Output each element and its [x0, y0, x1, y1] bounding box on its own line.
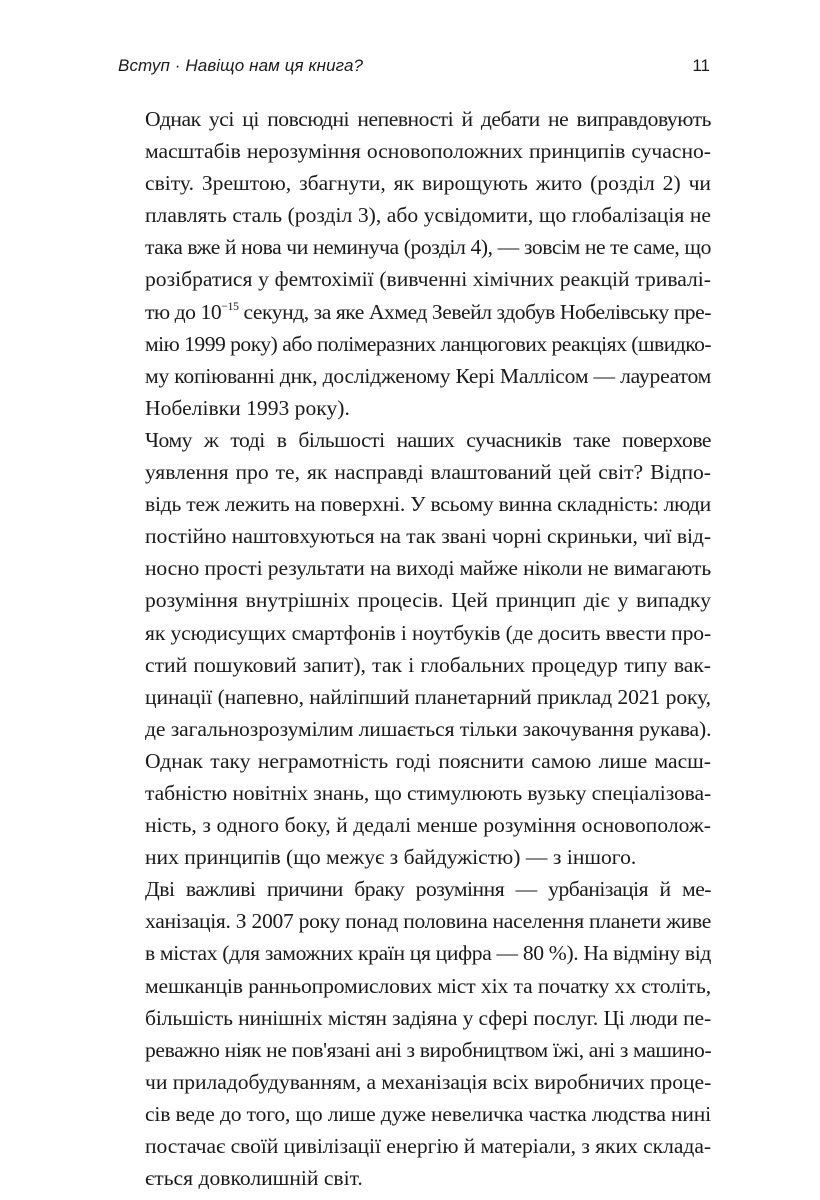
text-line: відь теж лежить на поверхні. У всьому винна складність: люди	[145, 492, 711, 517]
text-line: де загальнозрозумілим лишається тільки закочування рукава).	[145, 716, 712, 741]
text-line: Однак таку неграмотність годі пояснити самою лише масш-	[145, 748, 711, 773]
text-line: уявлення про те, як насправді влаштований цей світ? Відпо-	[145, 460, 711, 485]
page-header	[118, 56, 710, 76]
text-line-with-superscript	[118, 296, 711, 328]
line-text-after: секунд, за яке Ахмед Зевейл здобув Нобелівську пре-	[238, 299, 711, 324]
text-line: в містах (для заможних країн ця цифра — 80 %). На відміну від	[145, 941, 711, 966]
text-line: ність, з одного боку, й дедалі менше розуміння основополож-	[145, 813, 711, 838]
running-head: Вступ · Навіщо нам ця книга?	[118, 56, 364, 75]
text-line: Дві важливі причини браку розуміння — урбанізація й ме-	[145, 877, 711, 902]
text-line: плавлять сталь (розділ 3), або усвідомити, що глобалізація не	[145, 203, 711, 228]
text-line: постачає своїй цивілізації енергію й матеріали, з яких склада-	[145, 1134, 711, 1158]
text-line: ється довколишній світ.	[145, 1166, 363, 1191]
text-line: як усюдисущих смартфонів і ноутбуків (де досить ввести про-	[145, 620, 712, 645]
text-line: чи приладобудуванням, а механізація всіх виробничих проце-	[145, 1069, 712, 1094]
text-line: му копіюванні днк, дослідженому Кері Маллісом — лауреатом	[145, 363, 712, 388]
text-line: постійно наштовхуються на так звані чорні скриньки, чиї від-	[145, 524, 711, 549]
text-line: Чому ж тоді в більшості наших сучасників таке поверхове	[145, 427, 711, 452]
text-line: розуміння внутрішніх процесів. Цей принцип діє у випадку	[145, 588, 711, 613]
text-line: мію 1999 року) або полімеразних ланцюгових реакціях (швидко-	[145, 331, 712, 356]
text-line: розібратися у фемтохімії (вивченні хімічних реакцій тривалі-	[145, 267, 711, 292]
exponent-superscript: −15	[221, 298, 239, 313]
paragraph-3	[118, 873, 711, 1194]
text-line: сів веде до того, що лише дуже невеличка частка людства нині	[145, 1101, 711, 1126]
text-line: табністю новітніх знань, що стимулюють вузьку спеціалізова-	[145, 780, 712, 805]
text-line: носно прості результати на виході майже ніколи не вимагають	[145, 556, 712, 581]
text-line: них принципів (що межує з байдужістю) — з іншого.	[145, 845, 637, 870]
text-line: цинації (напевно, найліпший планетарний приклад 2021 року,	[145, 684, 711, 709]
text-line: така вже й нова чи неминуча (розділ 4), — зовсім не те саме, що	[145, 235, 711, 260]
paragraph-1	[118, 103, 711, 424]
line-text-before: тю до 10	[145, 299, 222, 324]
page-number: 11	[692, 56, 710, 75]
paragraph-2	[118, 424, 711, 873]
text-line: реважно ніяк не пов'язані ані з виробництвом їжі, ані з машино-	[145, 1037, 712, 1062]
text-line: Однак усі ці повсюдні непевності й дебати не виправдовують	[145, 107, 711, 131]
text-line: масштабів нерозуміння основоположних принципів сучасно-	[145, 139, 711, 164]
text-line: мешканців ранньопромислових міст xix та початку xx століть,	[145, 973, 711, 998]
text-line: Нобелівки 1993 року).	[145, 395, 350, 420]
text-line: більшість нинішніх містян задіяна у сфері послуг. Ці люди пе-	[145, 1005, 711, 1030]
page-body	[118, 103, 711, 1194]
text-line: світу. Зрештою, збагнути, як вирощують жито (розділ 2) чи	[145, 171, 711, 196]
text-line: стий пошуковий запит), так і глобальних процедур типу вак-	[145, 652, 711, 677]
text-line: ханізація. З 2007 року понад половина населення планети живе	[145, 909, 711, 934]
